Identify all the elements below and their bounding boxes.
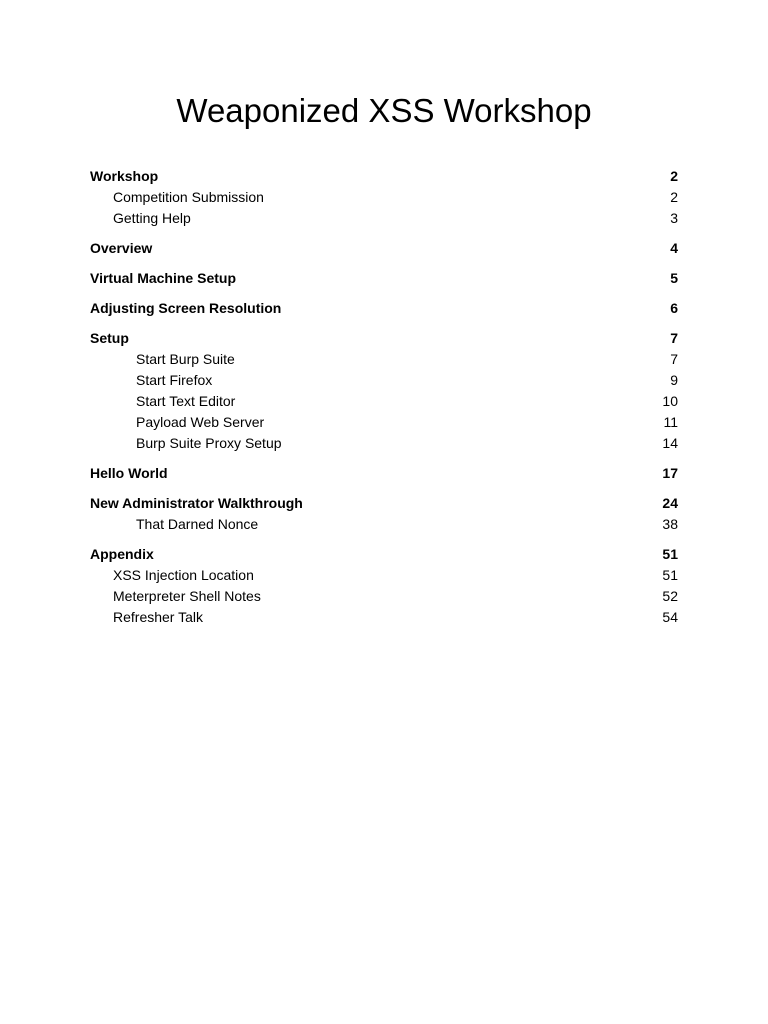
toc-entry-page: 10 xyxy=(662,393,678,409)
toc-entry-page: 3 xyxy=(670,210,678,226)
toc-entry-label: Start Firefox xyxy=(136,372,213,388)
toc-entry-page: 24 xyxy=(662,495,678,511)
toc-entry-page: 51 xyxy=(662,567,678,583)
toc-entry-label: Appendix xyxy=(90,546,154,562)
toc-entry[interactable] xyxy=(90,514,678,535)
toc-entry[interactable] xyxy=(90,238,678,259)
toc-entry[interactable] xyxy=(90,544,678,565)
toc-entry[interactable] xyxy=(90,187,678,208)
toc-entry-page: 6 xyxy=(670,300,678,316)
toc-entry-page: 11 xyxy=(663,414,678,430)
toc-entry-label: Refresher Talk xyxy=(113,609,204,625)
toc-entry[interactable] xyxy=(90,433,678,454)
toc-entry-page: 17 xyxy=(662,465,678,481)
toc-entry-page: 9 xyxy=(670,372,678,388)
toc-entry-label: Adjusting Screen Resolution xyxy=(90,300,282,316)
toc-entry[interactable] xyxy=(90,586,678,607)
toc-entry-label: That Darned Nonce xyxy=(136,516,259,532)
toc-entry[interactable] xyxy=(90,607,678,628)
toc-entry-page: 2 xyxy=(670,168,678,184)
toc-entry-label: Meterpreter Shell Notes xyxy=(113,588,261,604)
toc-entry-label: Getting Help xyxy=(113,210,191,226)
toc-entry-label: Competition Submission xyxy=(113,189,264,205)
toc-entry-label: Setup xyxy=(90,330,129,346)
toc-entry-label: Start Text Editor xyxy=(136,393,236,409)
toc-entry-label: Burp Suite Proxy Setup xyxy=(136,435,282,451)
toc-entry-page: 38 xyxy=(662,516,678,532)
toc-entry[interactable] xyxy=(90,370,678,391)
toc-entry-page: 14 xyxy=(662,435,678,451)
toc-entry-label: Start Burp Suite xyxy=(136,351,235,367)
toc-entry[interactable] xyxy=(90,166,678,187)
toc-entry-page: 5 xyxy=(670,270,678,286)
toc-entry-label: Workshop xyxy=(90,168,159,184)
toc-entry[interactable] xyxy=(90,349,678,370)
toc-entry-page: 54 xyxy=(662,609,678,625)
toc-entry[interactable] xyxy=(90,328,678,349)
toc-entry[interactable] xyxy=(90,493,678,514)
toc-entry[interactable] xyxy=(90,268,678,289)
toc-entry-page: 7 xyxy=(670,351,678,367)
toc-entry-page: 52 xyxy=(662,588,678,604)
toc-entry-label: XSS Injection Location xyxy=(113,567,254,583)
toc-entry[interactable] xyxy=(90,412,678,433)
toc-entry[interactable] xyxy=(90,565,678,586)
toc-entry-page: 51 xyxy=(662,546,678,562)
toc-entry-label: Virtual Machine Setup xyxy=(90,270,236,286)
toc-entry-label: New Administrator Walkthrough xyxy=(90,495,303,511)
table-of-contents xyxy=(90,166,678,628)
toc-entry-page: 7 xyxy=(670,330,678,346)
toc-entry[interactable] xyxy=(90,208,678,229)
toc-entry-label: Hello World xyxy=(90,465,168,481)
toc-entry-label: Payload Web Server xyxy=(136,414,265,430)
toc-entry-page: 4 xyxy=(670,240,678,256)
toc-entry-page: 2 xyxy=(670,189,678,205)
toc-entry[interactable] xyxy=(90,391,678,412)
toc-entry[interactable] xyxy=(90,463,678,484)
toc-entry-label: Overview xyxy=(90,240,153,256)
toc-entry[interactable] xyxy=(90,298,678,319)
document-title: Weaponized XSS Workshop xyxy=(176,92,592,129)
